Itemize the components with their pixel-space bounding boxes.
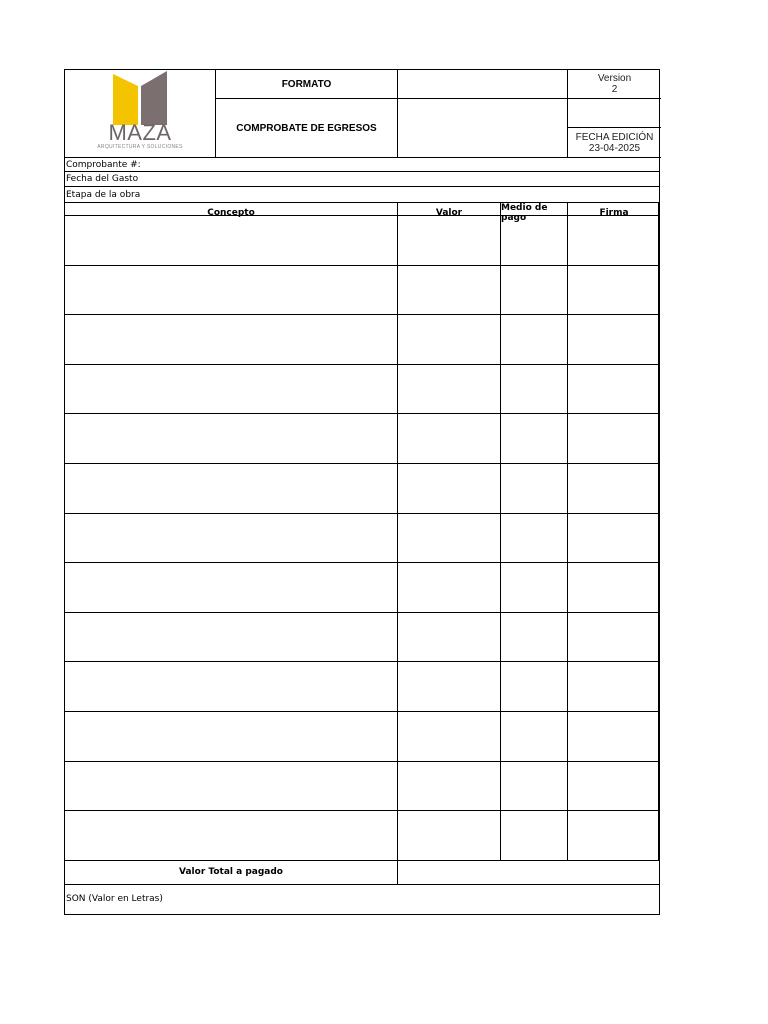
expense-date-field[interactable]: Fecha del Gasto <box>64 172 660 187</box>
medio-pago-cell[interactable] <box>501 613 568 662</box>
voucher-number-field[interactable]: Comprobante #: <box>64 157 660 172</box>
firma-cell[interactable] <box>568 266 660 315</box>
valor-cell[interactable] <box>398 216 501 265</box>
total-value-field[interactable] <box>398 861 661 884</box>
medio-pago-cell[interactable] <box>501 712 568 761</box>
concepto-cell[interactable] <box>65 266 398 315</box>
table-body <box>65 216 658 861</box>
logo-name: MAZA <box>108 120 172 145</box>
table-row <box>65 563 658 613</box>
column-header-concepto: Concepto <box>65 203 398 223</box>
valor-cell[interactable] <box>398 662 501 711</box>
valor-cell[interactable] <box>398 514 501 563</box>
medio-pago-cell[interactable] <box>501 216 568 265</box>
company-logo <box>65 70 216 158</box>
concepto-cell[interactable] <box>65 464 398 513</box>
expense-table <box>64 202 660 861</box>
column-header-valor: Valor <box>398 203 501 223</box>
version-value: 2 <box>611 84 618 95</box>
table-row <box>65 662 658 712</box>
firma-cell[interactable] <box>568 464 660 513</box>
valor-cell[interactable] <box>398 563 501 612</box>
valor-cell[interactable] <box>398 365 501 414</box>
firma-cell[interactable] <box>568 414 660 463</box>
table-row <box>65 811 658 861</box>
version-label: Version <box>597 73 632 84</box>
firma-cell[interactable] <box>568 514 660 563</box>
concepto-cell[interactable] <box>65 762 398 811</box>
concepto-cell[interactable] <box>65 365 398 414</box>
firma-cell[interactable] <box>568 762 660 811</box>
firma-cell[interactable] <box>568 365 660 414</box>
medio-pago-cell[interactable] <box>501 662 568 711</box>
valor-cell[interactable] <box>398 414 501 463</box>
concepto-cell[interactable] <box>65 662 398 711</box>
table-row <box>65 365 658 415</box>
table-row <box>65 315 658 365</box>
table-row <box>65 514 658 564</box>
valor-cell[interactable] <box>398 613 501 662</box>
medio-pago-cell[interactable] <box>501 762 568 811</box>
document-title: COMPROBATE DE EGRESOS <box>216 99 398 158</box>
table-row <box>65 216 658 266</box>
logo-mark-icon <box>110 70 170 126</box>
concepto-cell[interactable] <box>65 414 398 463</box>
firma-cell[interactable] <box>568 811 660 860</box>
total-label: Valor Total a pagado <box>65 861 398 884</box>
header-blank-cell <box>398 99 568 158</box>
header-blank-cell <box>398 70 568 99</box>
total-row <box>64 861 660 885</box>
firma-cell[interactable] <box>568 712 660 761</box>
medio-pago-cell[interactable] <box>501 266 568 315</box>
valor-cell[interactable] <box>398 464 501 513</box>
table-row <box>65 613 658 663</box>
concepto-cell[interactable] <box>65 613 398 662</box>
concepto-cell[interactable] <box>65 514 398 563</box>
table-row <box>65 414 658 464</box>
firma-cell[interactable] <box>568 563 660 612</box>
medio-pago-cell[interactable] <box>501 365 568 414</box>
firma-cell[interactable] <box>568 613 660 662</box>
table-row <box>65 712 658 762</box>
edition-date-value: 23-04-2025 <box>588 142 641 154</box>
medio-pago-cell[interactable] <box>501 315 568 364</box>
concepto-cell[interactable] <box>65 712 398 761</box>
work-stage-field[interactable]: Etapa de la obra <box>64 187 660 202</box>
form-header <box>64 69 660 157</box>
version-cell <box>568 70 661 99</box>
formato-label: FORMATO <box>216 70 398 99</box>
edition-date-cell <box>568 128 661 158</box>
medio-pago-cell[interactable] <box>501 414 568 463</box>
medio-pago-cell[interactable] <box>501 563 568 612</box>
logo-subtitle: ARQUITECTURA Y SOLUCIONES <box>97 144 183 150</box>
valor-cell[interactable] <box>398 712 501 761</box>
medio-pago-cell[interactable] <box>501 464 568 513</box>
valor-cell[interactable] <box>398 266 501 315</box>
firma-cell[interactable] <box>568 662 660 711</box>
concepto-cell[interactable] <box>65 563 398 612</box>
concepto-cell[interactable] <box>65 216 398 265</box>
valor-cell[interactable] <box>398 811 501 860</box>
table-header <box>65 202 658 223</box>
firma-cell[interactable] <box>568 315 660 364</box>
table-row <box>65 762 658 812</box>
header-blank-cell <box>568 99 661 128</box>
medio-pago-cell[interactable] <box>501 514 568 563</box>
medio-pago-cell[interactable] <box>501 811 568 860</box>
column-header-medio-pago: Medio de pago <box>501 203 568 223</box>
valor-cell[interactable] <box>398 762 501 811</box>
column-header-firma: Firma <box>599 208 629 218</box>
expense-voucher-form <box>64 69 660 915</box>
table-row <box>65 266 658 316</box>
valor-cell[interactable] <box>398 315 501 364</box>
firma-cell[interactable] <box>568 216 660 265</box>
edition-date-label: FECHA EDICIÓN <box>575 131 654 143</box>
concepto-cell[interactable] <box>65 315 398 364</box>
amount-in-words-field[interactable]: SON (Valor en Letras) <box>64 885 660 915</box>
table-row <box>65 464 658 514</box>
concepto-cell[interactable] <box>65 811 398 860</box>
